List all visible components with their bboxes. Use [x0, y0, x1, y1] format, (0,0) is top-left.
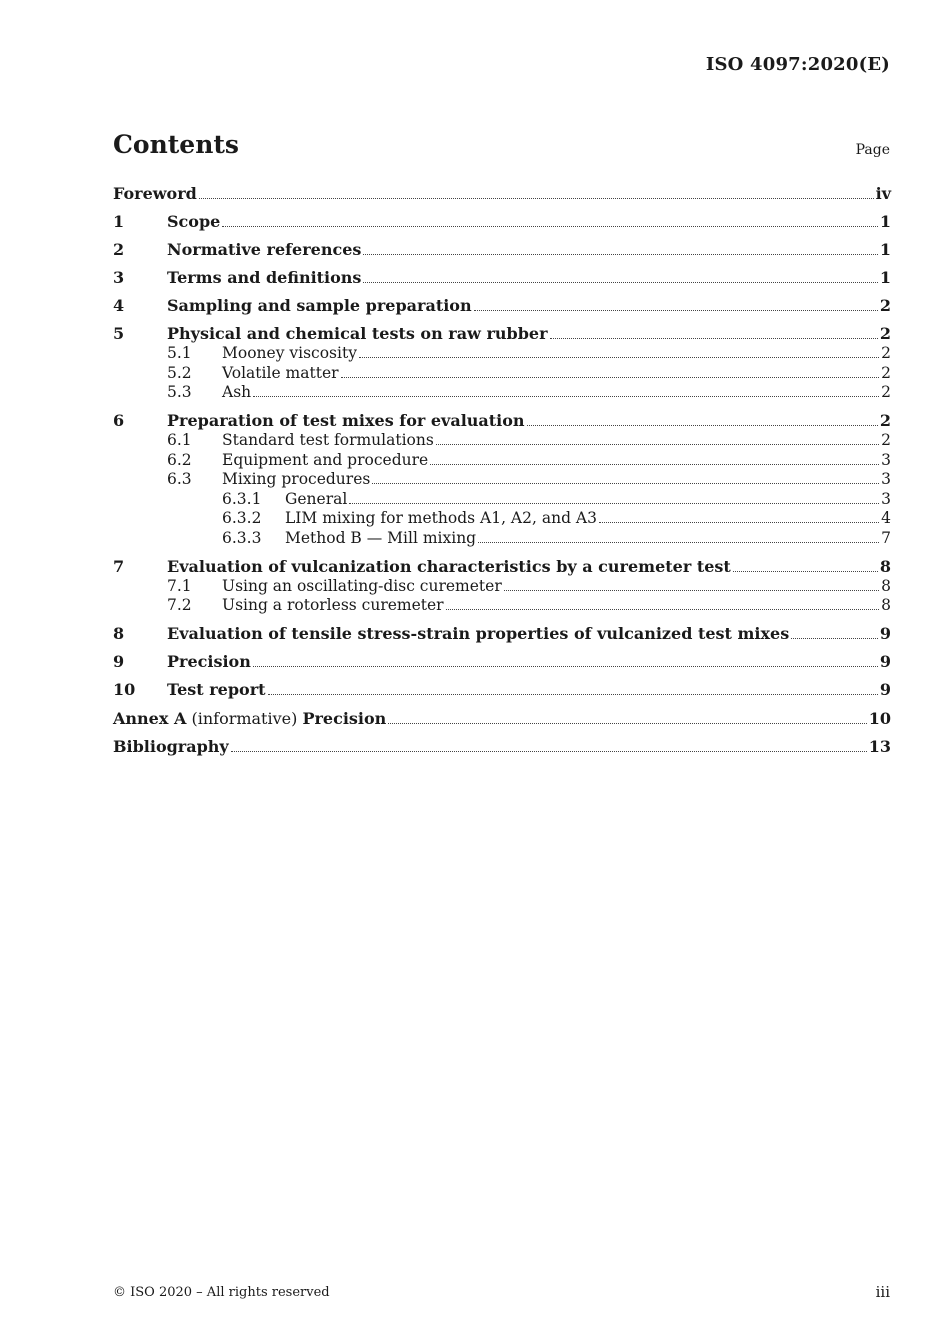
toc-entry-page: 2 — [879, 324, 891, 344]
toc-entry[interactable] — [113, 490, 891, 510]
toc-entry[interactable] — [113, 431, 891, 451]
document-id: ISO 4097:2020(E) — [705, 54, 890, 75]
toc-entry-title: Evaluation of tensile stress-strain properties of vulcanized test mixes — [167, 624, 790, 644]
toc-entry-number: 6.3.2 — [222, 509, 262, 528]
toc-entry-title: Standard test formulations — [222, 430, 434, 449]
dot-leader — [599, 522, 879, 523]
toc-entry-title: Foreword — [113, 184, 197, 203]
toc-entry[interactable] — [113, 680, 891, 700]
toc-entry-number: 6.1 — [167, 430, 192, 449]
toc-entry-number: 7 — [113, 557, 125, 576]
toc-entry-title: Precision — [167, 652, 251, 672]
toc-entry-number: 5.1 — [167, 344, 192, 363]
dot-leader — [436, 444, 879, 445]
page-number: iii — [875, 1283, 890, 1301]
toc-entry[interactable] — [113, 577, 891, 597]
toc-entry-number: 5.3 — [167, 383, 192, 402]
toc-entry-title: Mooney viscosity — [222, 344, 357, 363]
copyright-footer: © ISO 2020 – All rights reserved — [113, 1285, 330, 1300]
toc-entry-page: 2 — [879, 411, 891, 431]
toc-entry[interactable] — [113, 296, 891, 316]
toc-entry[interactable] — [113, 509, 891, 529]
toc-entry-page: 1 — [879, 212, 891, 232]
table-of-contents — [113, 184, 891, 756]
toc-entry-title: Annex A (informative) Precision — [113, 708, 387, 728]
toc-entry-page: 1 — [879, 268, 891, 288]
toc-entry-page: 8 — [881, 596, 891, 615]
dot-leader — [504, 590, 879, 591]
toc-entry-page: 9 — [879, 624, 891, 644]
toc-entry[interactable] — [113, 624, 891, 644]
toc-entry-page: 9 — [879, 652, 891, 672]
toc-entry-page: iv — [875, 184, 891, 203]
toc-entry-number: 7.1 — [167, 576, 192, 595]
toc-entry-page: 7 — [881, 528, 891, 547]
toc-entry-number: 9 — [113, 652, 125, 672]
toc-entry-number: 6.3.1 — [222, 489, 262, 508]
toc-entry-number: 6.3.3 — [222, 528, 262, 547]
dot-leader — [363, 282, 877, 283]
toc-entry-title: Bibliography — [113, 736, 229, 756]
toc-entry-title: Preparation of test mixes for evaluation — [167, 411, 525, 431]
dot-leader — [231, 751, 867, 752]
toc-entry[interactable] — [113, 529, 891, 549]
toc-entry-page: 2 — [881, 430, 891, 449]
dot-leader — [253, 396, 879, 397]
page-title: Contents — [113, 130, 240, 159]
dot-leader — [341, 377, 880, 378]
toc-entry-page: 8 — [881, 576, 891, 595]
toc-entry-number: 7.2 — [167, 596, 192, 615]
toc-entry-page: 2 — [881, 383, 891, 402]
toc-entry-page: 10 — [868, 708, 891, 728]
toc-entry[interactable] — [113, 596, 891, 616]
toc-entry[interactable] — [113, 364, 891, 384]
toc-entry-title: Using an oscillating-disc curemeter — [222, 576, 502, 595]
toc-entry-number: 10 — [113, 680, 136, 700]
toc-entry-title: Method B — Mill mixing — [285, 528, 477, 547]
toc-entry-page: 2 — [881, 344, 891, 363]
toc-entry-title: LIM mixing for methods A1, A2, and A3 — [285, 509, 597, 528]
toc-entry-title: Normative references — [167, 240, 362, 260]
toc-entry-title: Evaluation of vulcanization characteristics by a curemeter test — [167, 557, 731, 576]
dot-leader — [791, 638, 878, 639]
toc-entry[interactable] — [113, 737, 891, 757]
dot-leader — [474, 310, 878, 311]
toc-entry-page: 3 — [881, 489, 891, 508]
toc-entry[interactable] — [113, 709, 891, 729]
toc-entry-number: 4 — [113, 296, 125, 316]
toc-entry-number: 1 — [113, 212, 125, 232]
toc-entry[interactable] — [113, 470, 891, 490]
toc-entry-number: 5.2 — [167, 363, 192, 382]
toc-entry[interactable] — [113, 344, 891, 364]
dot-leader — [199, 198, 874, 199]
dot-leader — [550, 338, 878, 339]
toc-entry-number: 5 — [113, 324, 125, 344]
toc-entry[interactable] — [113, 383, 891, 403]
dot-leader — [372, 483, 879, 484]
toc-entry-page: 13 — [868, 736, 891, 756]
toc-entry-page: 1 — [879, 240, 891, 260]
toc-entry-title: General — [285, 489, 348, 508]
toc-entry-page: 9 — [879, 680, 891, 700]
toc-entry-title: Sampling and sample preparation — [167, 296, 472, 316]
dot-leader — [359, 357, 879, 358]
toc-entry-page: 3 — [881, 450, 891, 469]
toc-entry[interactable] — [113, 451, 891, 471]
toc-entry-number: 2 — [113, 240, 125, 260]
toc-entry-title: Using a rotorless curemeter — [222, 596, 444, 615]
toc-entry[interactable] — [113, 557, 891, 577]
toc-entry-number: 8 — [113, 624, 125, 644]
dot-leader — [363, 254, 877, 255]
toc-entry[interactable] — [113, 652, 891, 672]
toc-entry-title: Equipment and procedure — [222, 450, 429, 469]
dot-leader — [527, 425, 878, 426]
toc-entry[interactable] — [113, 324, 891, 344]
toc-entry-title: Physical and chemical tests on raw rubber — [167, 324, 548, 344]
toc-entry-title: Scope — [167, 212, 221, 232]
dot-leader — [349, 503, 879, 504]
toc-entry-title: Mixing procedures — [222, 470, 371, 489]
toc-entry-title: Volatile matter — [222, 363, 339, 382]
toc-entry[interactable] — [113, 411, 891, 431]
dot-leader — [222, 226, 878, 227]
toc-entry-title: Test report — [167, 680, 266, 700]
toc-entry-title: Terms and definitions — [167, 268, 362, 288]
toc-entry-page: 8 — [879, 557, 891, 576]
toc-entry[interactable] — [113, 268, 891, 288]
toc-entry-number: 3 — [113, 268, 125, 288]
dot-leader — [268, 694, 878, 695]
toc-entry[interactable] — [113, 212, 891, 232]
toc-entry-page: 4 — [881, 509, 891, 528]
dot-leader — [446, 609, 880, 610]
toc-entry-number: 6.2 — [167, 450, 192, 469]
dot-leader — [733, 571, 878, 572]
toc-entry-title: Ash — [222, 383, 252, 402]
dot-leader — [388, 723, 866, 724]
toc-entry-number: 6 — [113, 411, 125, 431]
toc-entry[interactable] — [113, 184, 891, 204]
dot-leader — [430, 464, 879, 465]
dot-leader — [478, 542, 879, 543]
toc-entry-page: 2 — [879, 296, 891, 316]
toc-entry-number: 6.3 — [167, 470, 192, 489]
toc-entry-page: 2 — [881, 363, 891, 382]
toc-entry[interactable] — [113, 240, 891, 260]
page-column-label: Page — [855, 142, 890, 158]
toc-entry-page: 3 — [881, 470, 891, 489]
dot-leader — [253, 666, 878, 667]
